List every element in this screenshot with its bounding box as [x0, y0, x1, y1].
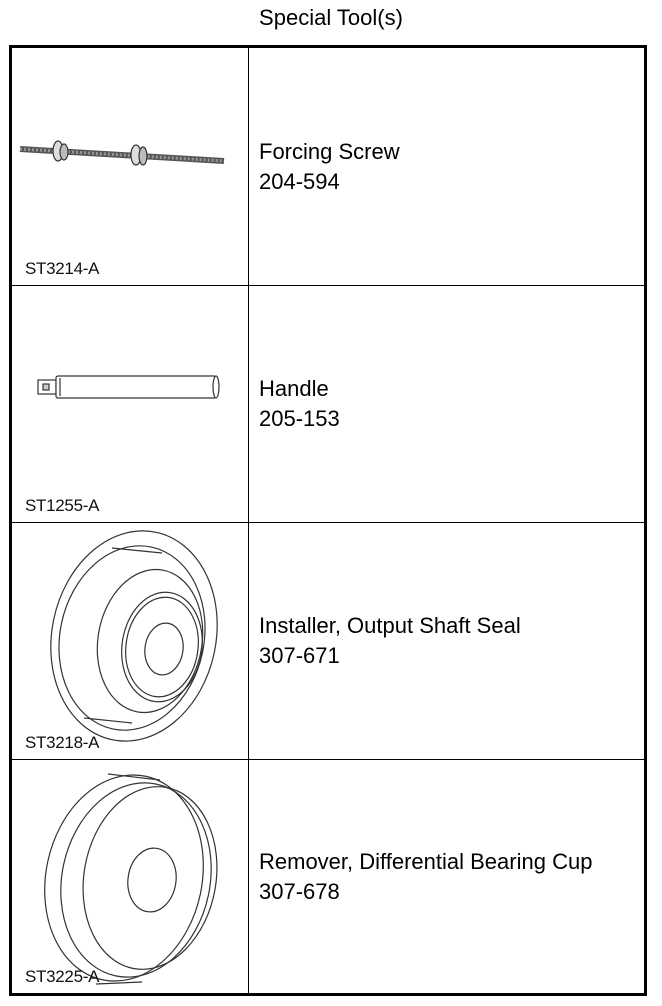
forcing-screw-icon [12, 48, 248, 285]
tool-description [259, 760, 592, 995]
tool-number: 307-678 [259, 878, 340, 904]
tool-code: ST1255-A [25, 496, 100, 515]
tool-image-cell [12, 286, 249, 522]
tool-name: Forcing Screw [259, 138, 400, 164]
special-tools-table [9, 45, 647, 996]
tool-image-cell [12, 523, 249, 759]
tool-number: 307-671 [259, 643, 340, 668]
handle-icon [12, 286, 248, 523]
tool-code: ST3214-A [25, 259, 100, 278]
tool-name: Handle [259, 376, 329, 401]
tool-number: 204-594 [259, 168, 340, 194]
table-row [12, 522, 644, 759]
tool-image-cell [12, 760, 249, 993]
tool-name: Installer, Output Shaft Seal [259, 613, 521, 638]
table-row [12, 48, 644, 285]
tool-description [259, 48, 400, 287]
table-row [12, 285, 644, 522]
tool-image-cell [12, 48, 249, 285]
page-title: Special Tool(s) [259, 5, 403, 30]
installer-icon [12, 523, 248, 760]
tool-number: 205-153 [259, 406, 340, 431]
table-row [12, 759, 644, 993]
tool-description [259, 523, 521, 761]
tool-code: ST3225-A [25, 967, 100, 986]
tool-code: ST3218-A [25, 733, 100, 752]
tool-description [259, 286, 340, 524]
tool-name: Remover, Differential Bearing Cup [259, 848, 593, 874]
remover-icon [12, 760, 248, 994]
